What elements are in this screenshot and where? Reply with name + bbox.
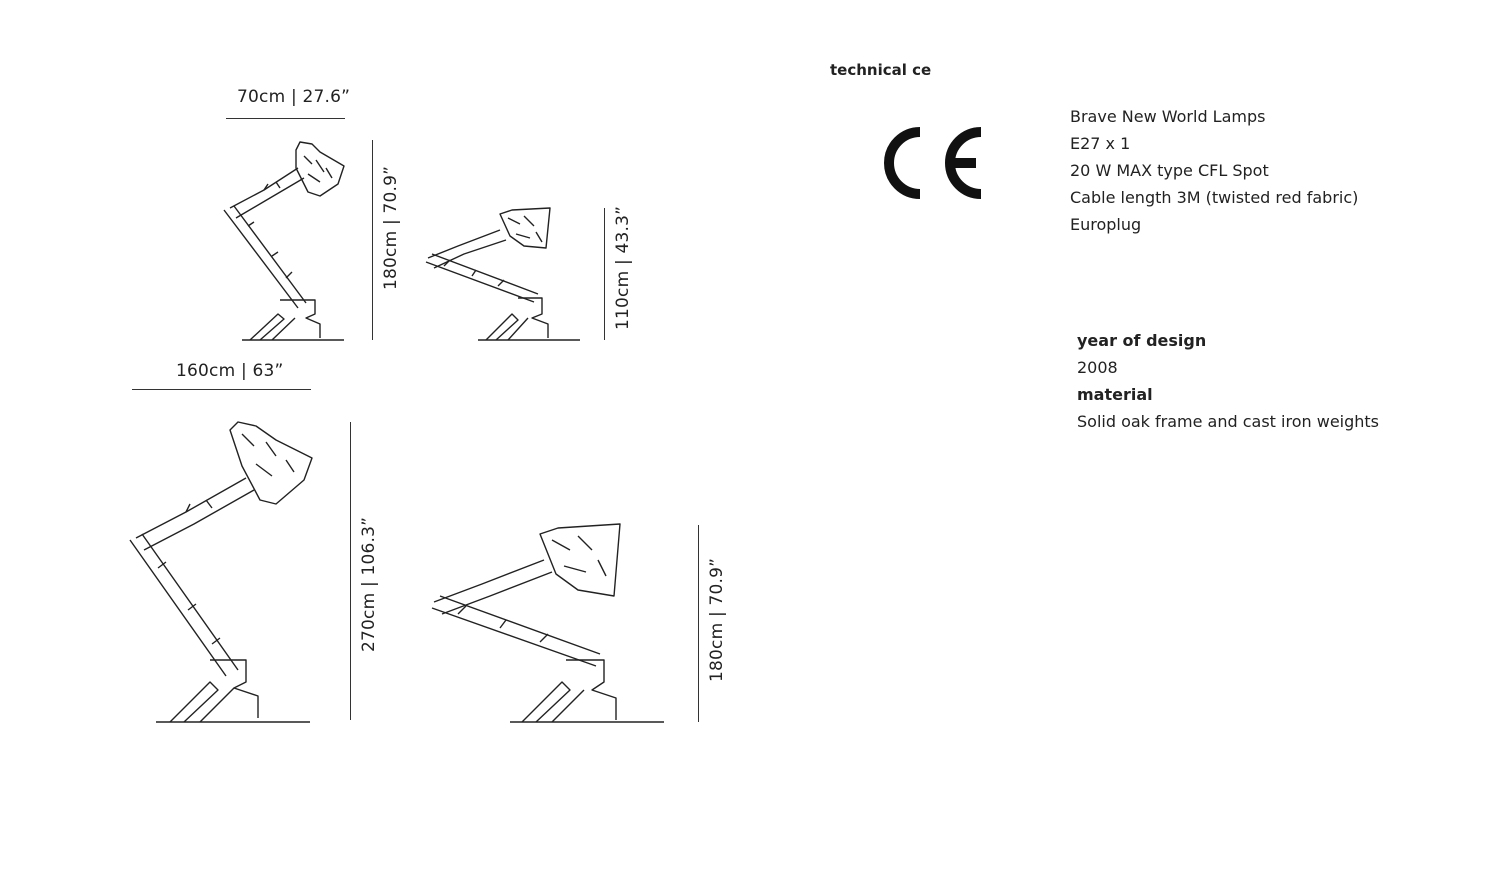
large-upright-height-label: 270cm | 106.3”	[359, 516, 379, 652]
lamp-drawing-small-lowered	[424, 206, 584, 344]
technical-heading: technical ce	[830, 61, 932, 79]
spec-list	[1070, 103, 1358, 238]
lamp-drawing-large-upright	[126, 420, 321, 726]
spec-item: Brave New World Lamps	[1070, 107, 1266, 126]
small-width-dimension-line	[226, 118, 345, 119]
spec-item: 20 W MAX type CFL Spot	[1070, 161, 1269, 180]
large-lowered-height-label: 180cm | 70.9”	[707, 557, 727, 682]
material-value: Solid oak frame and cast iron weights	[1077, 412, 1380, 431]
small-upright-height-line	[372, 140, 373, 340]
large-upright-height-line	[350, 422, 351, 720]
year-of-design-value: 2008	[1077, 358, 1118, 377]
ce-mark	[880, 124, 986, 202]
lamp-drawing-small-upright	[220, 138, 350, 343]
large-width-dimension-line	[132, 389, 311, 390]
spec-item: Cable length 3M (twisted red fabric)	[1070, 188, 1359, 207]
lamp-drawing-large-lowered	[428, 522, 668, 726]
large-width-label: 160cm | 63”	[176, 361, 284, 381]
small-lowered-height-line	[604, 208, 605, 340]
year-of-design-label: year of design	[1077, 331, 1207, 350]
small-lowered-height-label: 110cm | 43.3”	[613, 205, 633, 330]
material-label: material	[1077, 385, 1153, 404]
large-lowered-height-line	[698, 525, 699, 722]
design-info	[1077, 327, 1379, 435]
small-width-label: 70cm | 27.6”	[237, 87, 351, 107]
spec-item: E27 x 1	[1070, 134, 1131, 153]
spec-item: Europlug	[1070, 215, 1142, 234]
small-upright-height-label: 180cm | 70.9”	[381, 165, 401, 290]
